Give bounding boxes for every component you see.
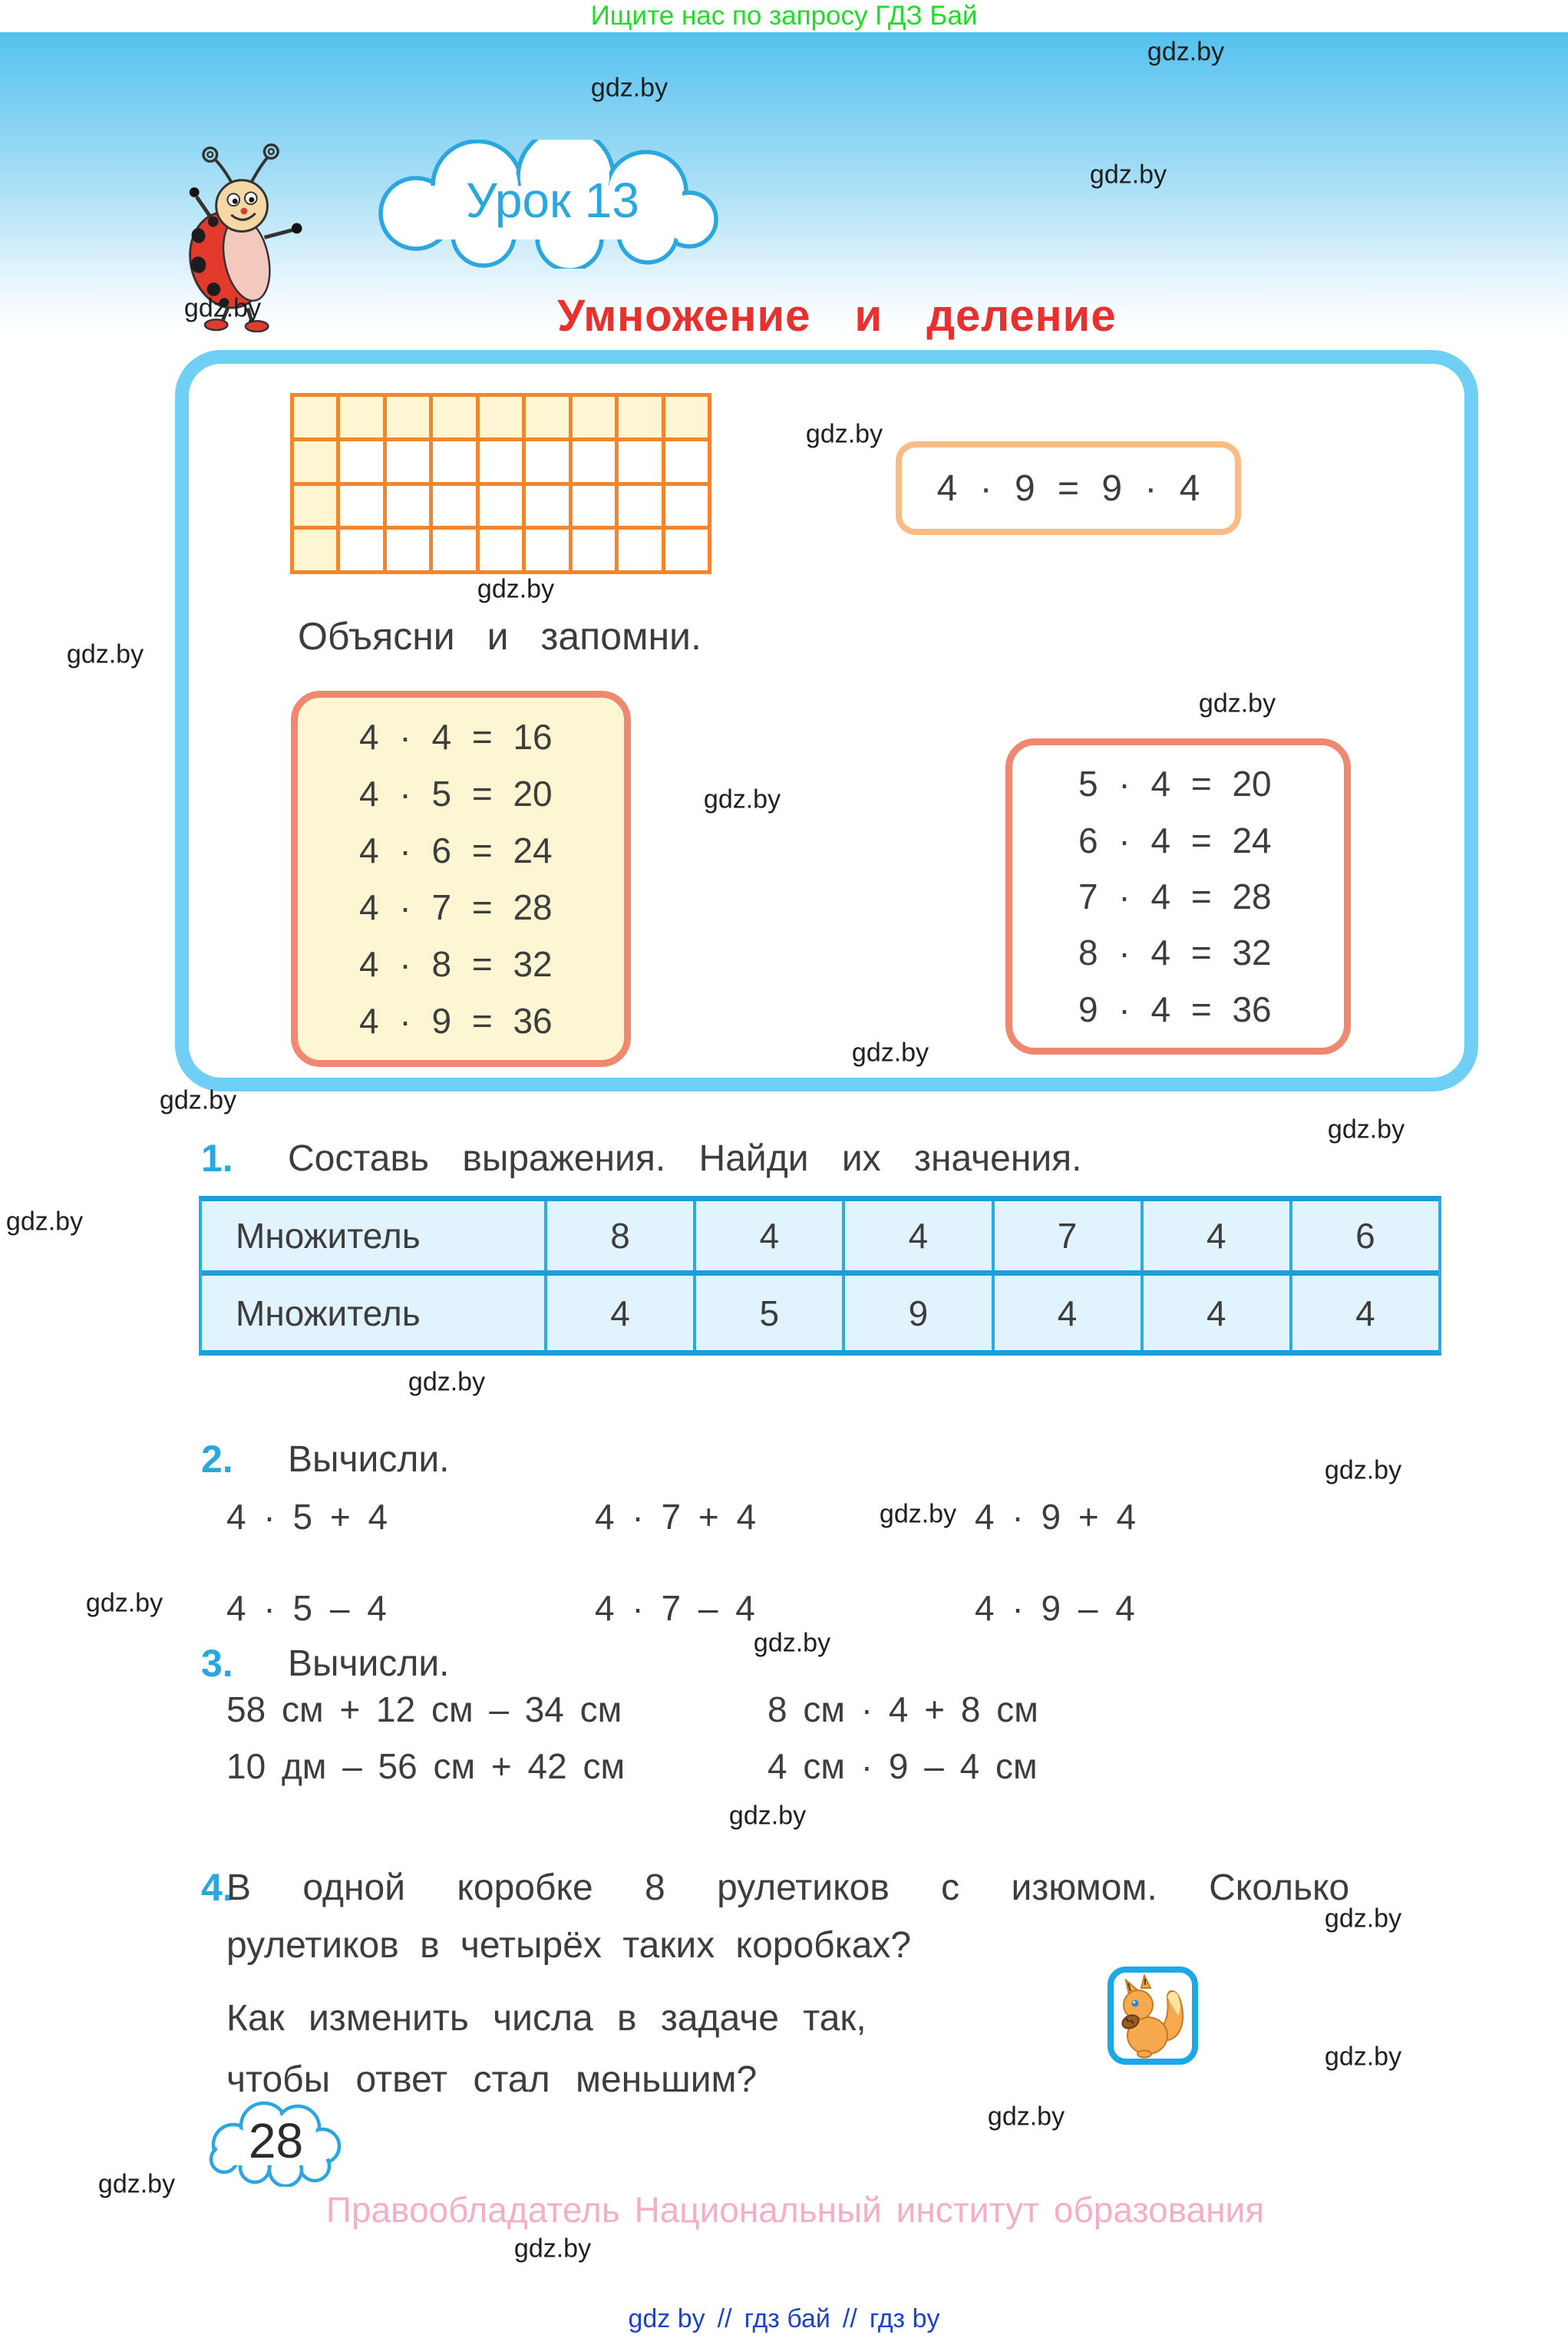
footer-link[interactable]: гдз бай xyxy=(744,2304,830,2333)
watermark: gdz.by xyxy=(753,1628,831,1658)
exercise-4-followup-line-1: Как изменить числа в задаче так, xyxy=(226,1998,867,2039)
grid-cell xyxy=(433,486,475,527)
exercise-2-expression: 4 · 7 – 4 xyxy=(595,1588,755,1628)
fact-line: 5 · 4 = 20 xyxy=(1078,764,1272,804)
exercise-4-followup-line-2: чтобы ответ стал меньшим? xyxy=(226,2059,758,2100)
grid-cell xyxy=(526,397,568,438)
grid-cell xyxy=(294,486,336,527)
page-title: Умножение и деление xyxy=(557,291,1117,341)
multiplication-facts-left xyxy=(291,691,631,1067)
exercise-2-expression: 4 · 7 + 4 xyxy=(595,1497,757,1537)
grid-cell xyxy=(480,486,522,527)
grid-cell xyxy=(340,397,382,438)
fact-line: 4 · 8 = 32 xyxy=(359,944,553,984)
grid-cell xyxy=(665,397,708,438)
grid-cell xyxy=(387,486,429,527)
watermark: gdz.by xyxy=(987,2102,1065,2132)
table-value-cell: 4 xyxy=(544,1276,693,1350)
footer-link[interactable]: gdz by xyxy=(628,2304,705,2333)
multiplication-facts-right xyxy=(1005,738,1351,1055)
exercise-2-expression: 4 · 9 – 4 xyxy=(975,1588,1135,1628)
grid-cell xyxy=(294,397,336,438)
fact-line: 6 · 4 = 24 xyxy=(1078,820,1272,860)
grid-cell xyxy=(619,530,661,570)
watermark: gdz.by xyxy=(97,2169,176,2199)
fact-line: 4 · 5 = 20 xyxy=(359,774,553,814)
grid-cell xyxy=(340,441,382,482)
exercise-3-expression: 8 см · 4 + 8 см xyxy=(767,1689,1038,1729)
grid-cell xyxy=(619,397,661,438)
table-value-cell: 5 xyxy=(693,1276,842,1350)
watermark: gdz.by xyxy=(159,1085,237,1115)
exercise-3-title: Вычисли. xyxy=(288,1643,450,1684)
table-row xyxy=(202,1201,1438,1276)
grid-cell xyxy=(573,486,615,527)
factors-table xyxy=(199,1196,1441,1356)
watermark: gdz.by xyxy=(1327,1115,1405,1144)
grid-cell xyxy=(433,397,475,438)
footer-link[interactable]: гдз by xyxy=(869,2304,940,2333)
table-label-cell: Множитель xyxy=(236,1293,421,1333)
grid-cell xyxy=(665,441,708,482)
watermark: gdz.by xyxy=(5,1207,84,1237)
grid-cell xyxy=(619,486,661,527)
exercise-3-expression: 58 см + 12 см – 34 см xyxy=(226,1689,622,1729)
commutative-equation-box xyxy=(896,441,1241,535)
grid-cell xyxy=(387,441,429,482)
grid-cell xyxy=(387,397,429,438)
footer-links xyxy=(0,2304,1568,2334)
exercise-3-expression: 4 см · 9 – 4 см xyxy=(767,1746,1038,1786)
grid-cell xyxy=(433,530,475,570)
watermark: gdz.by xyxy=(477,574,555,604)
grid-cell xyxy=(665,486,708,527)
squirrel-icon xyxy=(1114,1973,1192,2059)
explain-heading: Объясни и запомни. xyxy=(298,615,701,658)
watermark: gdz.by xyxy=(1198,689,1276,718)
commutative-equation: 4 · 9 = 9 · 4 xyxy=(936,467,1200,509)
watermark: gdz.by xyxy=(728,1801,807,1831)
watermark: gdz.by xyxy=(1089,160,1167,190)
copyright-text: Правообладатель Национальный институт образования xyxy=(325,2190,1265,2230)
table-value-cell: 4 xyxy=(842,1201,991,1270)
watermark: gdz.by xyxy=(1324,1904,1402,1933)
table-value-cell: 4 xyxy=(1141,1276,1289,1350)
table-value-cell: 4 xyxy=(693,1201,842,1270)
grid-cell xyxy=(573,441,615,482)
watermark: gdz.by xyxy=(183,293,262,323)
exercise-2-expression: 4 · 5 – 4 xyxy=(226,1588,387,1628)
watermark: gdz.by xyxy=(66,639,144,669)
watermark: gdz.by xyxy=(851,1038,929,1068)
table-value-cell: 8 xyxy=(544,1201,693,1270)
table-value-cell: 9 xyxy=(842,1276,991,1350)
squirrel-frame xyxy=(1108,1966,1198,2065)
grid-cell xyxy=(526,486,568,527)
link-separator: // xyxy=(842,2304,857,2333)
promo-text: Ищите нас по запросу ГДЗ Бай xyxy=(590,1,978,31)
exercise-3-number: 3. xyxy=(201,1642,233,1685)
page-number: 28 xyxy=(248,2113,304,2168)
fact-line: 9 · 4 = 36 xyxy=(1078,989,1272,1029)
fact-line: 7 · 4 = 28 xyxy=(1078,876,1272,916)
table-value-cell: 4 xyxy=(1289,1276,1438,1350)
grid-cell xyxy=(480,397,522,438)
promo-banner xyxy=(0,0,1568,32)
grid-cell xyxy=(573,397,615,438)
watermark: gdz.by xyxy=(590,73,668,103)
watermark: gdz.by xyxy=(85,1588,163,1618)
unit-grid xyxy=(290,393,711,574)
grid-cell xyxy=(340,530,382,570)
grid-cell xyxy=(340,486,382,527)
grid-cell xyxy=(573,530,615,570)
table-row xyxy=(202,1276,1438,1350)
grid-cell xyxy=(387,530,429,570)
grid-cell xyxy=(619,441,661,482)
exercise-2-expression: 4 · 5 + 4 xyxy=(226,1497,388,1537)
table-value-cell: 6 xyxy=(1289,1201,1438,1270)
grid-cell xyxy=(294,441,336,482)
fact-line: 4 · 4 = 16 xyxy=(359,717,553,757)
table-value-cell: 4 xyxy=(1141,1201,1289,1270)
fact-line: 8 · 4 = 32 xyxy=(1078,933,1272,973)
watermark: gdz.by xyxy=(805,419,883,449)
exercise-4-text-line-1: В одной коробке 8 рулетиков с изюмом. Сколько xyxy=(226,1867,1350,1908)
fact-line: 4 · 7 = 28 xyxy=(359,887,553,927)
link-separator: // xyxy=(717,2304,732,2333)
watermark: gdz.by xyxy=(513,2234,592,2264)
grid-cell xyxy=(665,530,708,570)
watermark: gdz.by xyxy=(1324,2042,1402,2072)
exercise-2-expression: 4 · 9 + 4 xyxy=(975,1497,1137,1537)
grid-cell xyxy=(480,441,522,482)
table-value-cell: 7 xyxy=(992,1201,1141,1270)
watermark: gdz.by xyxy=(1324,1455,1402,1485)
exercise-4-text-line-2: рулетиков в четырёх таких коробках? xyxy=(226,1925,912,1966)
exercise-1-title: Составь выражения. Найди их значения. xyxy=(288,1138,1082,1179)
grid-cell xyxy=(480,530,522,570)
watermark: gdz.by xyxy=(703,784,781,814)
fact-line: 4 · 6 = 24 xyxy=(359,831,553,870)
exercise-2-number: 2. xyxy=(201,1438,233,1481)
exercise-1-number: 1. xyxy=(201,1137,233,1180)
fact-line: 4 · 9 = 36 xyxy=(359,1001,553,1041)
grid-cell xyxy=(433,441,475,482)
table-value-cell: 4 xyxy=(992,1276,1141,1350)
grid-cell xyxy=(294,530,336,570)
exercise-3-expression: 10 дм – 56 см + 42 см xyxy=(226,1746,626,1786)
watermark: gdz.by xyxy=(408,1367,486,1397)
grid-cell xyxy=(526,530,568,570)
exercise-2-title: Вычисли. xyxy=(288,1439,450,1480)
watermark: gdz.by xyxy=(1147,37,1225,67)
table-label-cell: Множитель xyxy=(236,1216,421,1256)
lesson-badge: Урок 13 xyxy=(466,173,639,228)
grid-cell xyxy=(526,441,568,482)
exercise-4-number: 4. xyxy=(201,1866,233,1909)
watermark: gdz.by xyxy=(879,1499,957,1529)
